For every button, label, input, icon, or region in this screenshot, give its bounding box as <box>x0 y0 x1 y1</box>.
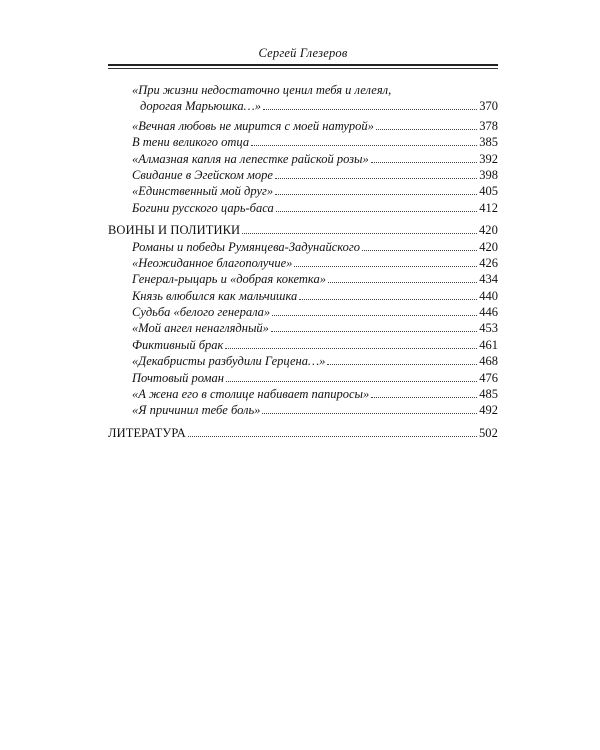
toc-page-number: 492 <box>479 403 498 418</box>
toc-entry <box>108 288 498 304</box>
toc-entry-title: «Единственный мой друг» <box>132 184 274 199</box>
toc-entry <box>108 402 498 418</box>
toc-section <box>108 425 498 441</box>
toc-page-number: 440 <box>479 288 498 303</box>
table-of-contents <box>108 82 498 441</box>
dot-leader <box>376 129 477 130</box>
toc-entry-title: Романы и победы Румянцева-Задунайского <box>132 239 360 254</box>
toc-entry-title: «А жена его в столице набивает папиросы» <box>132 387 370 402</box>
dot-leader <box>225 348 477 349</box>
toc-entry-title: «Декабристы разбудили Герцена…» <box>132 354 326 369</box>
toc-page-number: 476 <box>479 370 498 385</box>
toc-entry <box>108 239 498 255</box>
toc-entry-title: Князь влюбился как мальчишка <box>132 288 298 303</box>
dot-leader <box>371 162 477 163</box>
toc-entry-title: Свидание в Эгейском море <box>132 167 273 182</box>
toc-entry <box>108 353 498 369</box>
toc-page-number: 412 <box>479 200 498 215</box>
toc-entry-title: Судьба «белого генерала» <box>132 305 271 320</box>
toc-entry-title: «Я причинил тебе боль» <box>132 403 261 418</box>
dot-leader <box>272 315 477 316</box>
toc-entry <box>108 118 498 134</box>
toc-entry <box>108 337 498 353</box>
toc-entry-title: «Алмазная капля на лепестке райской розы» <box>132 151 369 166</box>
dot-leader <box>275 194 477 195</box>
toc-entry-title: «При жизни недостаточно ценил тебя и лелеял, <box>132 83 392 97</box>
toc-entry <box>108 134 498 150</box>
dot-leader <box>275 178 477 179</box>
toc-section-title: ЛИТЕРАТУРА <box>108 425 186 440</box>
toc-page-number: 446 <box>479 305 498 320</box>
header-rule-thick <box>108 64 498 66</box>
header-rule-thin <box>108 68 498 69</box>
toc-page-number: 385 <box>479 135 498 150</box>
dot-leader <box>226 381 477 382</box>
toc-page-number: 392 <box>479 151 498 166</box>
toc-page-number: 502 <box>478 425 498 440</box>
dot-leader <box>262 413 477 414</box>
dot-leader <box>271 331 477 332</box>
toc-page-number: 398 <box>479 167 498 182</box>
toc-entry <box>108 386 498 402</box>
toc-page-number: 468 <box>479 354 498 369</box>
toc-page-number: 453 <box>479 321 498 336</box>
toc-page-number: 461 <box>479 337 498 352</box>
toc-entry-title: Почтовый роман <box>132 370 224 385</box>
toc-section-title: ВОИНЫ И ПОЛИТИКИ <box>108 223 241 238</box>
toc-entry-title: Фиктивный брак <box>132 337 224 352</box>
toc-entry-title: Богини русского царь-баса <box>132 200 274 215</box>
toc-entry <box>108 320 498 336</box>
dot-leader <box>327 364 477 365</box>
dot-leader <box>242 233 477 234</box>
toc-entry-title: «Вечная любовь не мирится с моей натурой» <box>132 118 374 133</box>
dot-leader <box>371 397 477 398</box>
dot-leader <box>276 211 478 212</box>
toc-page-number: 370 <box>479 99 498 114</box>
dot-leader <box>362 250 477 251</box>
toc-entry <box>108 200 498 216</box>
toc-page-number: 378 <box>479 118 498 133</box>
toc-entry <box>108 98 498 114</box>
toc-page-number: 420 <box>479 239 498 254</box>
toc-page-number: 434 <box>479 272 498 287</box>
toc-entry-title: Генерал-рыцарь и «добрая кокетка» <box>132 272 326 287</box>
toc-section <box>108 222 498 238</box>
dot-leader <box>294 266 477 267</box>
toc-entry-line <box>108 82 498 98</box>
toc-entry-title: дорогая Марьюшка…» <box>140 99 261 114</box>
running-head-author: Сергей Глезеров <box>258 46 348 60</box>
toc-entry-title: «Мой ангел ненаглядный» <box>132 321 269 336</box>
dot-leader <box>251 145 477 146</box>
toc-page-number: 426 <box>479 255 498 270</box>
toc-entry-title: «Неожиданное благополучие» <box>132 255 293 270</box>
toc-entry <box>108 183 498 199</box>
toc-page-number: 485 <box>479 387 498 402</box>
toc-entry <box>108 167 498 183</box>
dot-leader <box>188 436 477 437</box>
dot-leader <box>328 282 477 283</box>
toc-entry <box>108 151 498 167</box>
toc-entry <box>108 304 498 320</box>
toc-entry-title: В тени великого отца <box>132 135 250 150</box>
toc-entry <box>108 370 498 386</box>
toc-entry <box>108 255 498 271</box>
toc-page-number: 405 <box>479 184 498 199</box>
toc-page-number: 420 <box>478 223 498 238</box>
dot-leader <box>299 299 477 300</box>
dot-leader <box>263 109 477 110</box>
toc-entry <box>108 271 498 287</box>
